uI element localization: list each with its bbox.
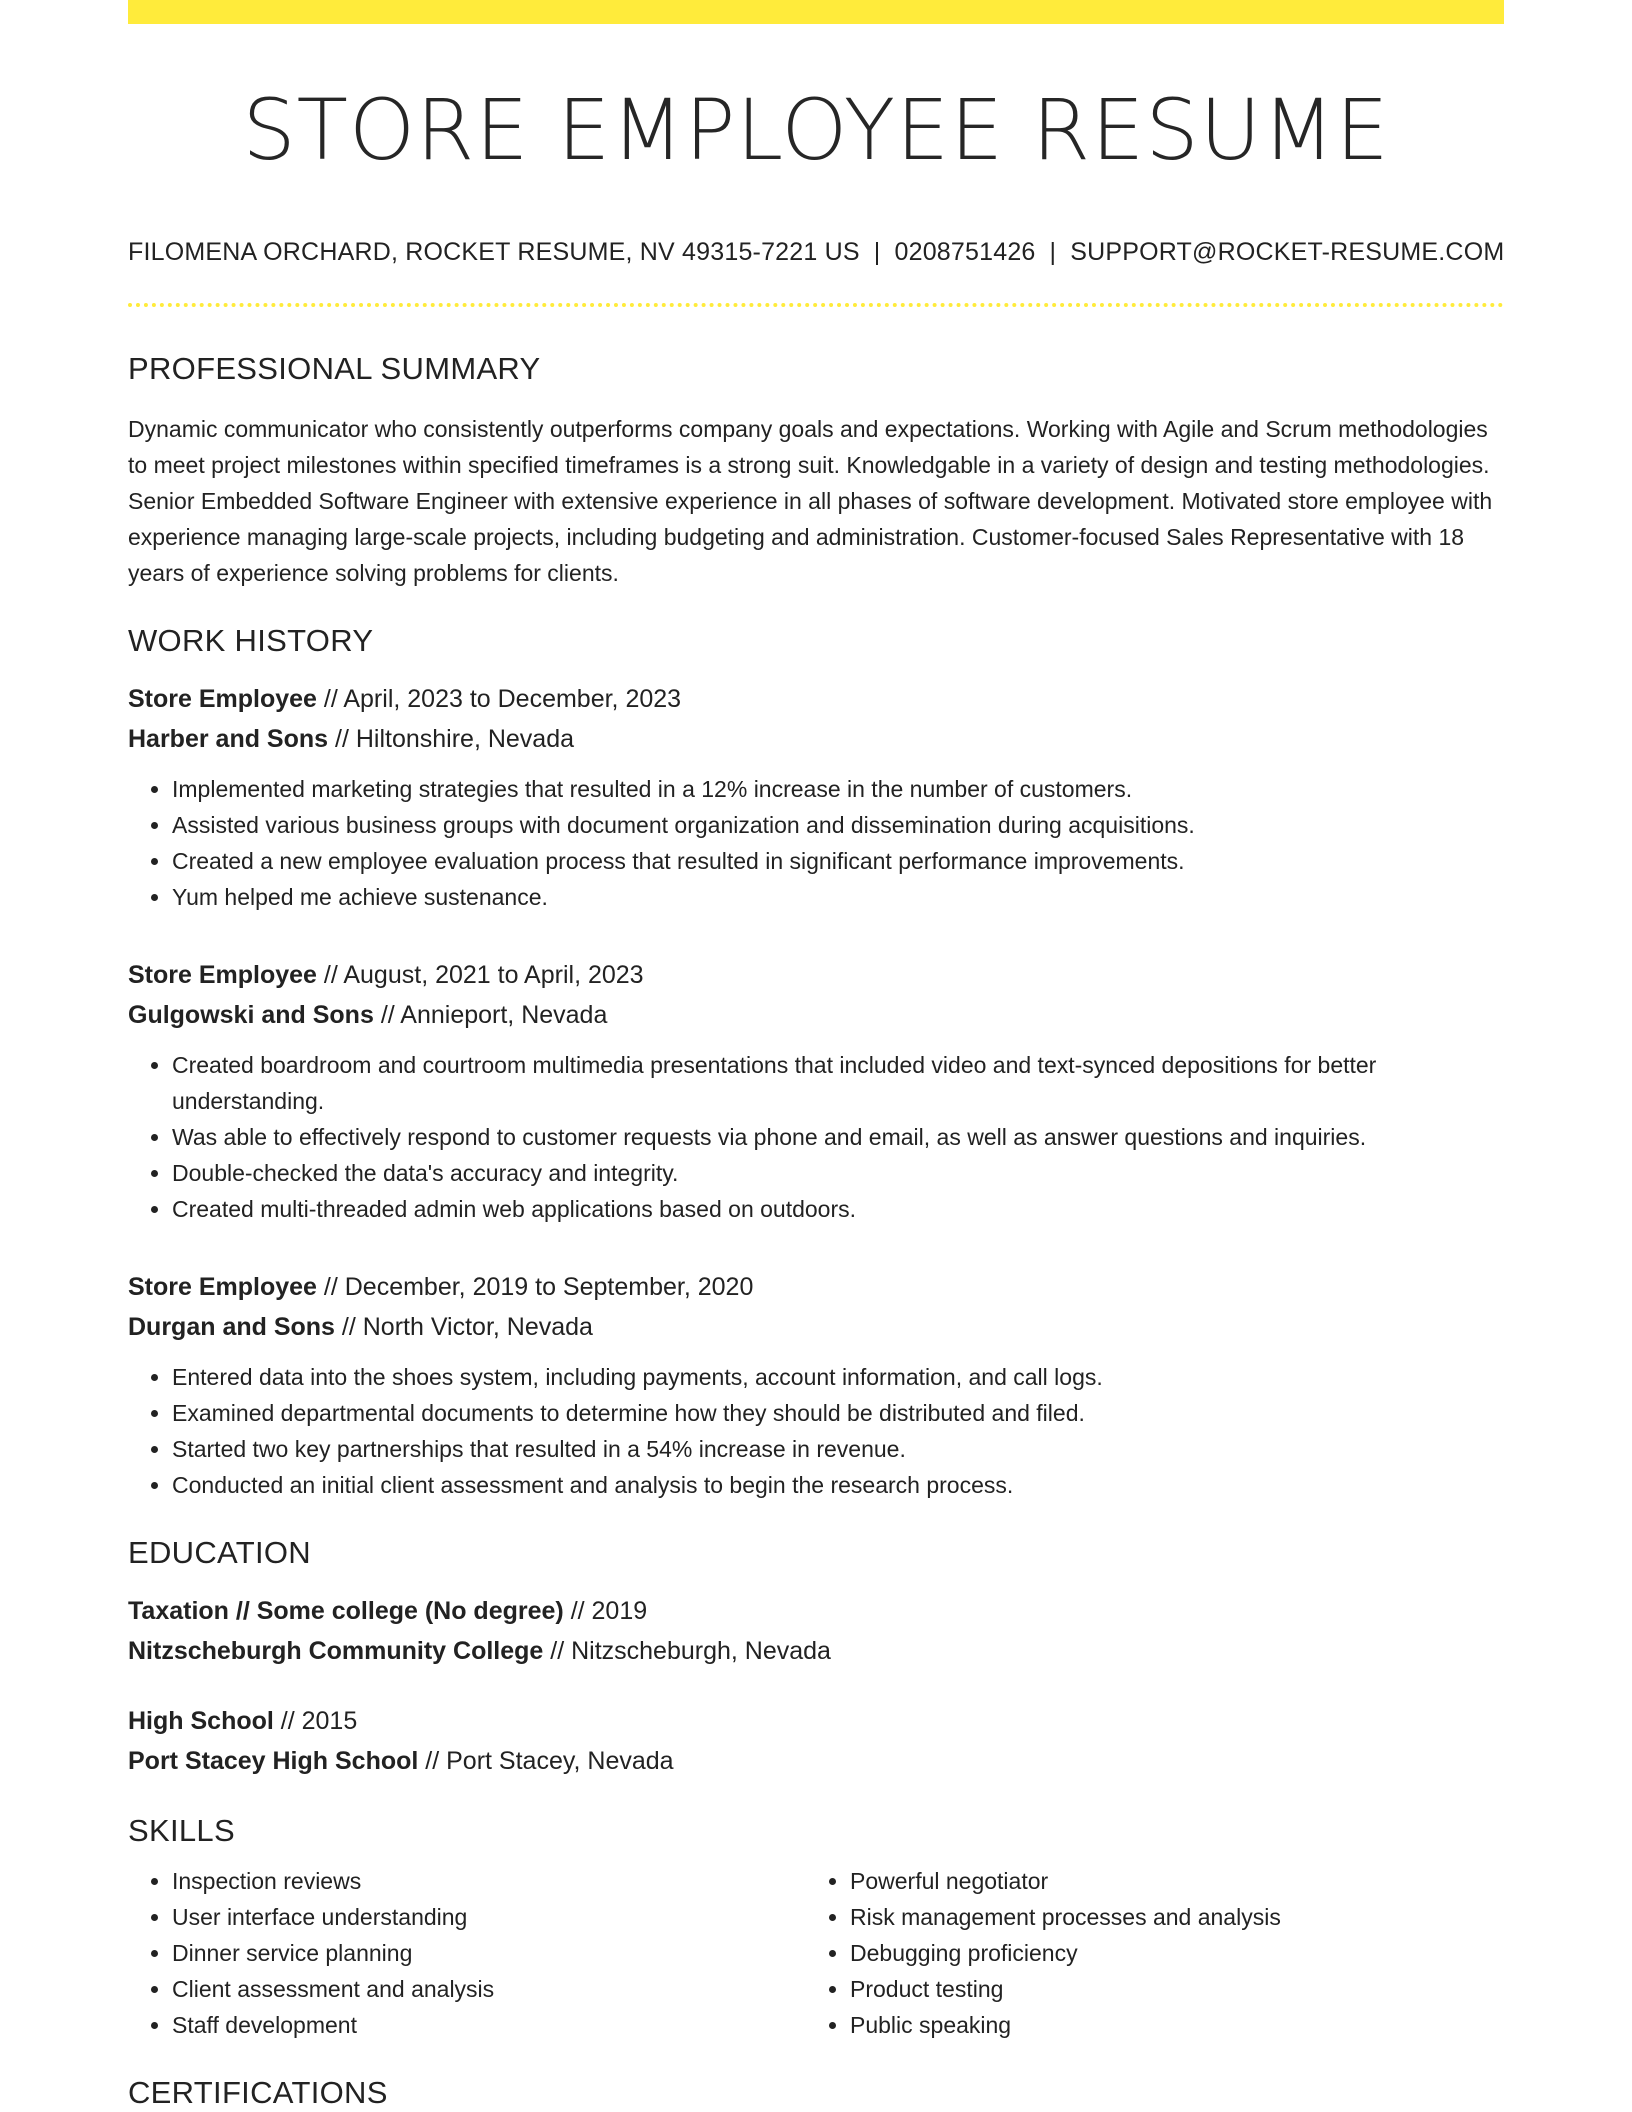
list-item: • Client assessment and analysis (172, 1971, 806, 2007)
list-item: • Debugging proficiency (850, 1935, 1484, 1971)
list-item: • Entered data into the shoes system, including payments, account information, and call logs. (172, 1359, 1504, 1395)
job-company-line (128, 719, 1504, 759)
list-item: • Yum helped me achieve sustenance. (172, 879, 1504, 915)
list-item: • Double-checked the data's accuracy and integrity. (172, 1155, 1504, 1191)
job-dates: // December, 2019 to September, 2020 (316, 1273, 754, 1302)
list-item: • Public speaking (850, 2007, 1484, 2043)
education-heading: EDUCATION (128, 1535, 311, 1571)
list-item: • Created multi-threaded admin web applications based on outdoors. (172, 1191, 1504, 1227)
skills-column-left (128, 1863, 806, 2043)
job-entry (128, 679, 1504, 915)
education-year: // 2015 (273, 1707, 358, 1736)
job-company: Gulgowski and Sons (128, 1001, 374, 1030)
skills-grid (128, 1863, 1504, 2043)
education-degree: Taxation // Some college (No degree) (128, 1597, 564, 1626)
list-item: • Conducted an initial client assessment and analysis to begin the research process. (172, 1467, 1504, 1503)
job-title: Store Employee (128, 1273, 317, 1302)
list-item: • Started two key partnerships that resulted in a 54% increase in revenue. (172, 1431, 1504, 1467)
education-degree-line (128, 1591, 1504, 1631)
education-degree-line (128, 1701, 1504, 1741)
education-school-line (128, 1631, 1504, 1671)
contact-separator: | (1049, 238, 1057, 267)
job-location: // Annieport, Nevada (373, 1001, 608, 1030)
summary-heading: PROFESSIONAL SUMMARY (128, 351, 541, 387)
job-company: Durgan and Sons (128, 1313, 335, 1342)
list-item: • Inspection reviews (172, 1863, 806, 1899)
list-item: • Staff development (172, 2007, 806, 2043)
job-title: Store Employee (128, 685, 317, 714)
contact-address: FILOMENA ORCHARD, ROCKET RESUME, NV 49315-7221 US (128, 238, 860, 267)
job-title: Store Employee (128, 961, 317, 990)
list-item: • User interface understanding (172, 1899, 806, 1935)
contact-separator: | (873, 238, 881, 267)
list-item: • Powerful negotiator (850, 1863, 1484, 1899)
accent-top-bar (128, 0, 1504, 24)
list-item: • Risk management processes and analysis (850, 1899, 1484, 1935)
list-item: • Implemented marketing strategies that resulted in a 12% increase in the number of customers. (172, 771, 1504, 807)
job-entry (128, 955, 1504, 1227)
job-entry (128, 1267, 1504, 1503)
skills-column-right (806, 1863, 1484, 2043)
job-location: // Hiltonshire, Nevada (328, 725, 575, 754)
dotted-divider (128, 303, 1504, 307)
summary-text: Dynamic communicator who consistently outperforms company goals and expectations. Working with Agile and Scrum methodologies to meet project milestones within specified timeframes is a strong suit. Knowledgable in a variety of design and testing methodologies. Senior Embedded Software Engineer with extensive experience in all phases of software development. Motivated store employee with experience managing large-scale projects, including budgeting and administration. Customer-focused Sales Representative with 18 years of experience solving problems for clients. (128, 416, 1493, 587)
work-history-heading: WORK HISTORY (128, 623, 374, 659)
certifications-heading: CERTIFICATIONS (128, 2075, 388, 2111)
education-section (128, 1535, 1504, 1781)
job-title-line (128, 679, 1504, 719)
job-title-line (128, 955, 1504, 995)
certifications-section (128, 2075, 1504, 2111)
education-school: Port Stacey High School (128, 1747, 419, 1776)
education-location: // Port Stacey, Nevada (418, 1747, 674, 1776)
education-school-line (128, 1741, 1504, 1781)
education-location: // Nitzscheburgh, Nevada (543, 1637, 831, 1666)
list-item: • Assisted various business groups with document organization and dissemination during acquisitions. (172, 807, 1504, 843)
education-school: Nitzscheburgh Community College (128, 1637, 544, 1666)
contact-line (128, 238, 1504, 267)
job-company-line (128, 1307, 1504, 1347)
education-entry (128, 1701, 1504, 1781)
education-degree: High School (128, 1707, 274, 1736)
job-dates: // August, 2021 to April, 2023 (316, 961, 644, 990)
education-entry (128, 1591, 1504, 1671)
list-item: • Was able to effectively respond to customer requests via phone and email, as well as answer questions and inquiries. (172, 1119, 1504, 1155)
job-dates: // April, 2023 to December, 2023 (316, 685, 682, 714)
contact-phone: 0208751426 (894, 238, 1036, 267)
list-item: • Examined departmental documents to determine how they should be distributed and filed. (172, 1395, 1504, 1431)
job-company-line (128, 995, 1504, 1035)
job-bullets (128, 1047, 1504, 1227)
job-title-line (128, 1267, 1504, 1307)
work-history-section (128, 623, 1504, 1503)
job-bullets (128, 771, 1504, 915)
skills-heading: SKILLS (128, 1813, 235, 1849)
summary-section (128, 351, 1504, 591)
resume-page (128, 0, 1504, 2111)
list-item: • Created a new employee evaluation process that resulted in significant performance improvements. (172, 843, 1504, 879)
job-bullets (128, 1359, 1504, 1503)
contact-email: SUPPORT@ROCKET-RESUME.COM (1070, 238, 1505, 267)
education-year: // 2019 (563, 1597, 648, 1626)
list-item: • Dinner service planning (172, 1935, 806, 1971)
list-item: • Created boardroom and courtroom multimedia presentations that included video and text-synced depositions for better understanding. (172, 1047, 1504, 1119)
list-item: • Product testing (850, 1971, 1484, 2007)
resume-title: STORE EMPLOYEE RESUME (242, 81, 1390, 179)
job-location: // North Victor, Nevada (334, 1313, 593, 1342)
job-company: Harber and Sons (128, 725, 329, 754)
skills-section (128, 1813, 1504, 2043)
